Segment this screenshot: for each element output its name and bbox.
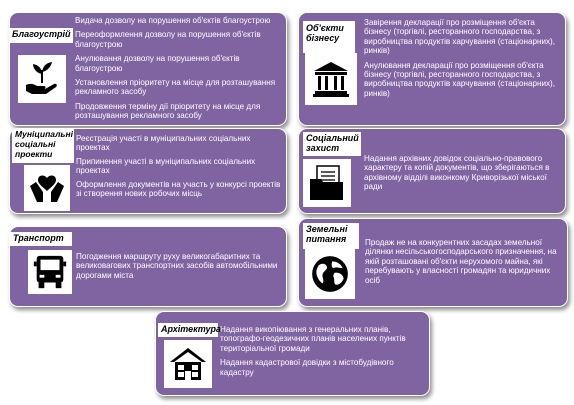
- card-title: Муніципальні соціальні проекти: [12, 129, 74, 163]
- card-social-protection: [298, 128, 566, 214]
- card-title: Благоустрій: [9, 28, 73, 43]
- card-items: [76, 252, 281, 285]
- card-items: [220, 325, 426, 382]
- list-item: Реєстрація участі в муніципальних соціальних проектах: [76, 134, 251, 153]
- card-transport: [9, 226, 287, 307]
- list-item: Погодження маршруту руху великогабаритних та великовагових транспортних засобів автомобільними дорогами міста: [76, 252, 278, 280]
- card-items: [75, 16, 280, 125]
- list-item: Завірення декларації про розміщення об'єкта бізнесу (торгівлі, ресторанного господарства, з виробництва продуктів харчування (стаціонарних), ринків): [364, 18, 555, 56]
- list-item: Припинення участі в муніципальних соціальних проектах: [76, 156, 256, 176]
- card-items: [364, 154, 562, 197]
- list-item: Установлення пріоритету на місце для розташування рекламного засобу: [75, 77, 276, 97]
- list-item: Надання архівних довідок соціально-правового характеру та копій документів, що зберігаються в архівному відділі виконкому Криворізької міської ради: [364, 154, 550, 192]
- globe-icon: [305, 249, 355, 299]
- list-item: Видача дозволу на порушення об'єктів благоустрою: [75, 16, 271, 25]
- card-items: [76, 134, 281, 202]
- list-item: Продаж не на конкурентних засадах земельної ділянки несільськогосподарського призначення, на якій розташовані об'єкти нерухомого майна, які перебувають у власності громадян та юридичних осіб: [365, 238, 557, 285]
- truck-icon: [28, 250, 72, 294]
- card-items: [365, 238, 565, 290]
- card-architecture: [155, 311, 430, 396]
- bank-building-icon: [305, 53, 357, 105]
- card-title: Архітектура: [158, 323, 218, 337]
- list-item: Продовження терміну дії пріоритету на місце для розташування рекламного засобу: [75, 101, 261, 120]
- card-blagoustrii: [9, 12, 287, 126]
- list-item: Анулювання декларації про розміщення об'єкта бізнесу (торгівлі, ресторанного господарства, з виробництва продуктів харчування (стаціонарних), ринків): [364, 60, 555, 98]
- card-municipal-social-projects: [9, 128, 287, 214]
- list-item: Переоформлення дозволу на порушення об'єктів благоустрою: [75, 30, 261, 49]
- house-icon: [164, 340, 212, 388]
- list-item: Надання викопіювання з генеральних планів, топографо-геодезичних планів населених пунктів територіальної громади: [220, 325, 406, 353]
- hands-with-heart-icon: [24, 165, 70, 211]
- card-title: Соціальний захист: [303, 132, 361, 156]
- list-item: Надання кадастрової довідки з містобудівного кадастру: [220, 358, 394, 377]
- list-item: Анулювання дозволу на порушення об'єктів благоустрою: [75, 54, 240, 73]
- card-business-objects: [298, 12, 566, 126]
- card-title: Земельні питання: [303, 223, 359, 249]
- card-land-issues: [298, 218, 568, 307]
- card-title: Об'єкти бізнесу: [303, 21, 355, 53]
- hands-with-plant-icon: [18, 55, 66, 103]
- card-items: [364, 18, 564, 103]
- folder-documents-icon: [303, 159, 351, 207]
- card-title: Транспорт: [10, 232, 72, 246]
- list-item: Оформлення документів на участь у конкурсі проектів зі створення нових робочих місць: [76, 179, 281, 198]
